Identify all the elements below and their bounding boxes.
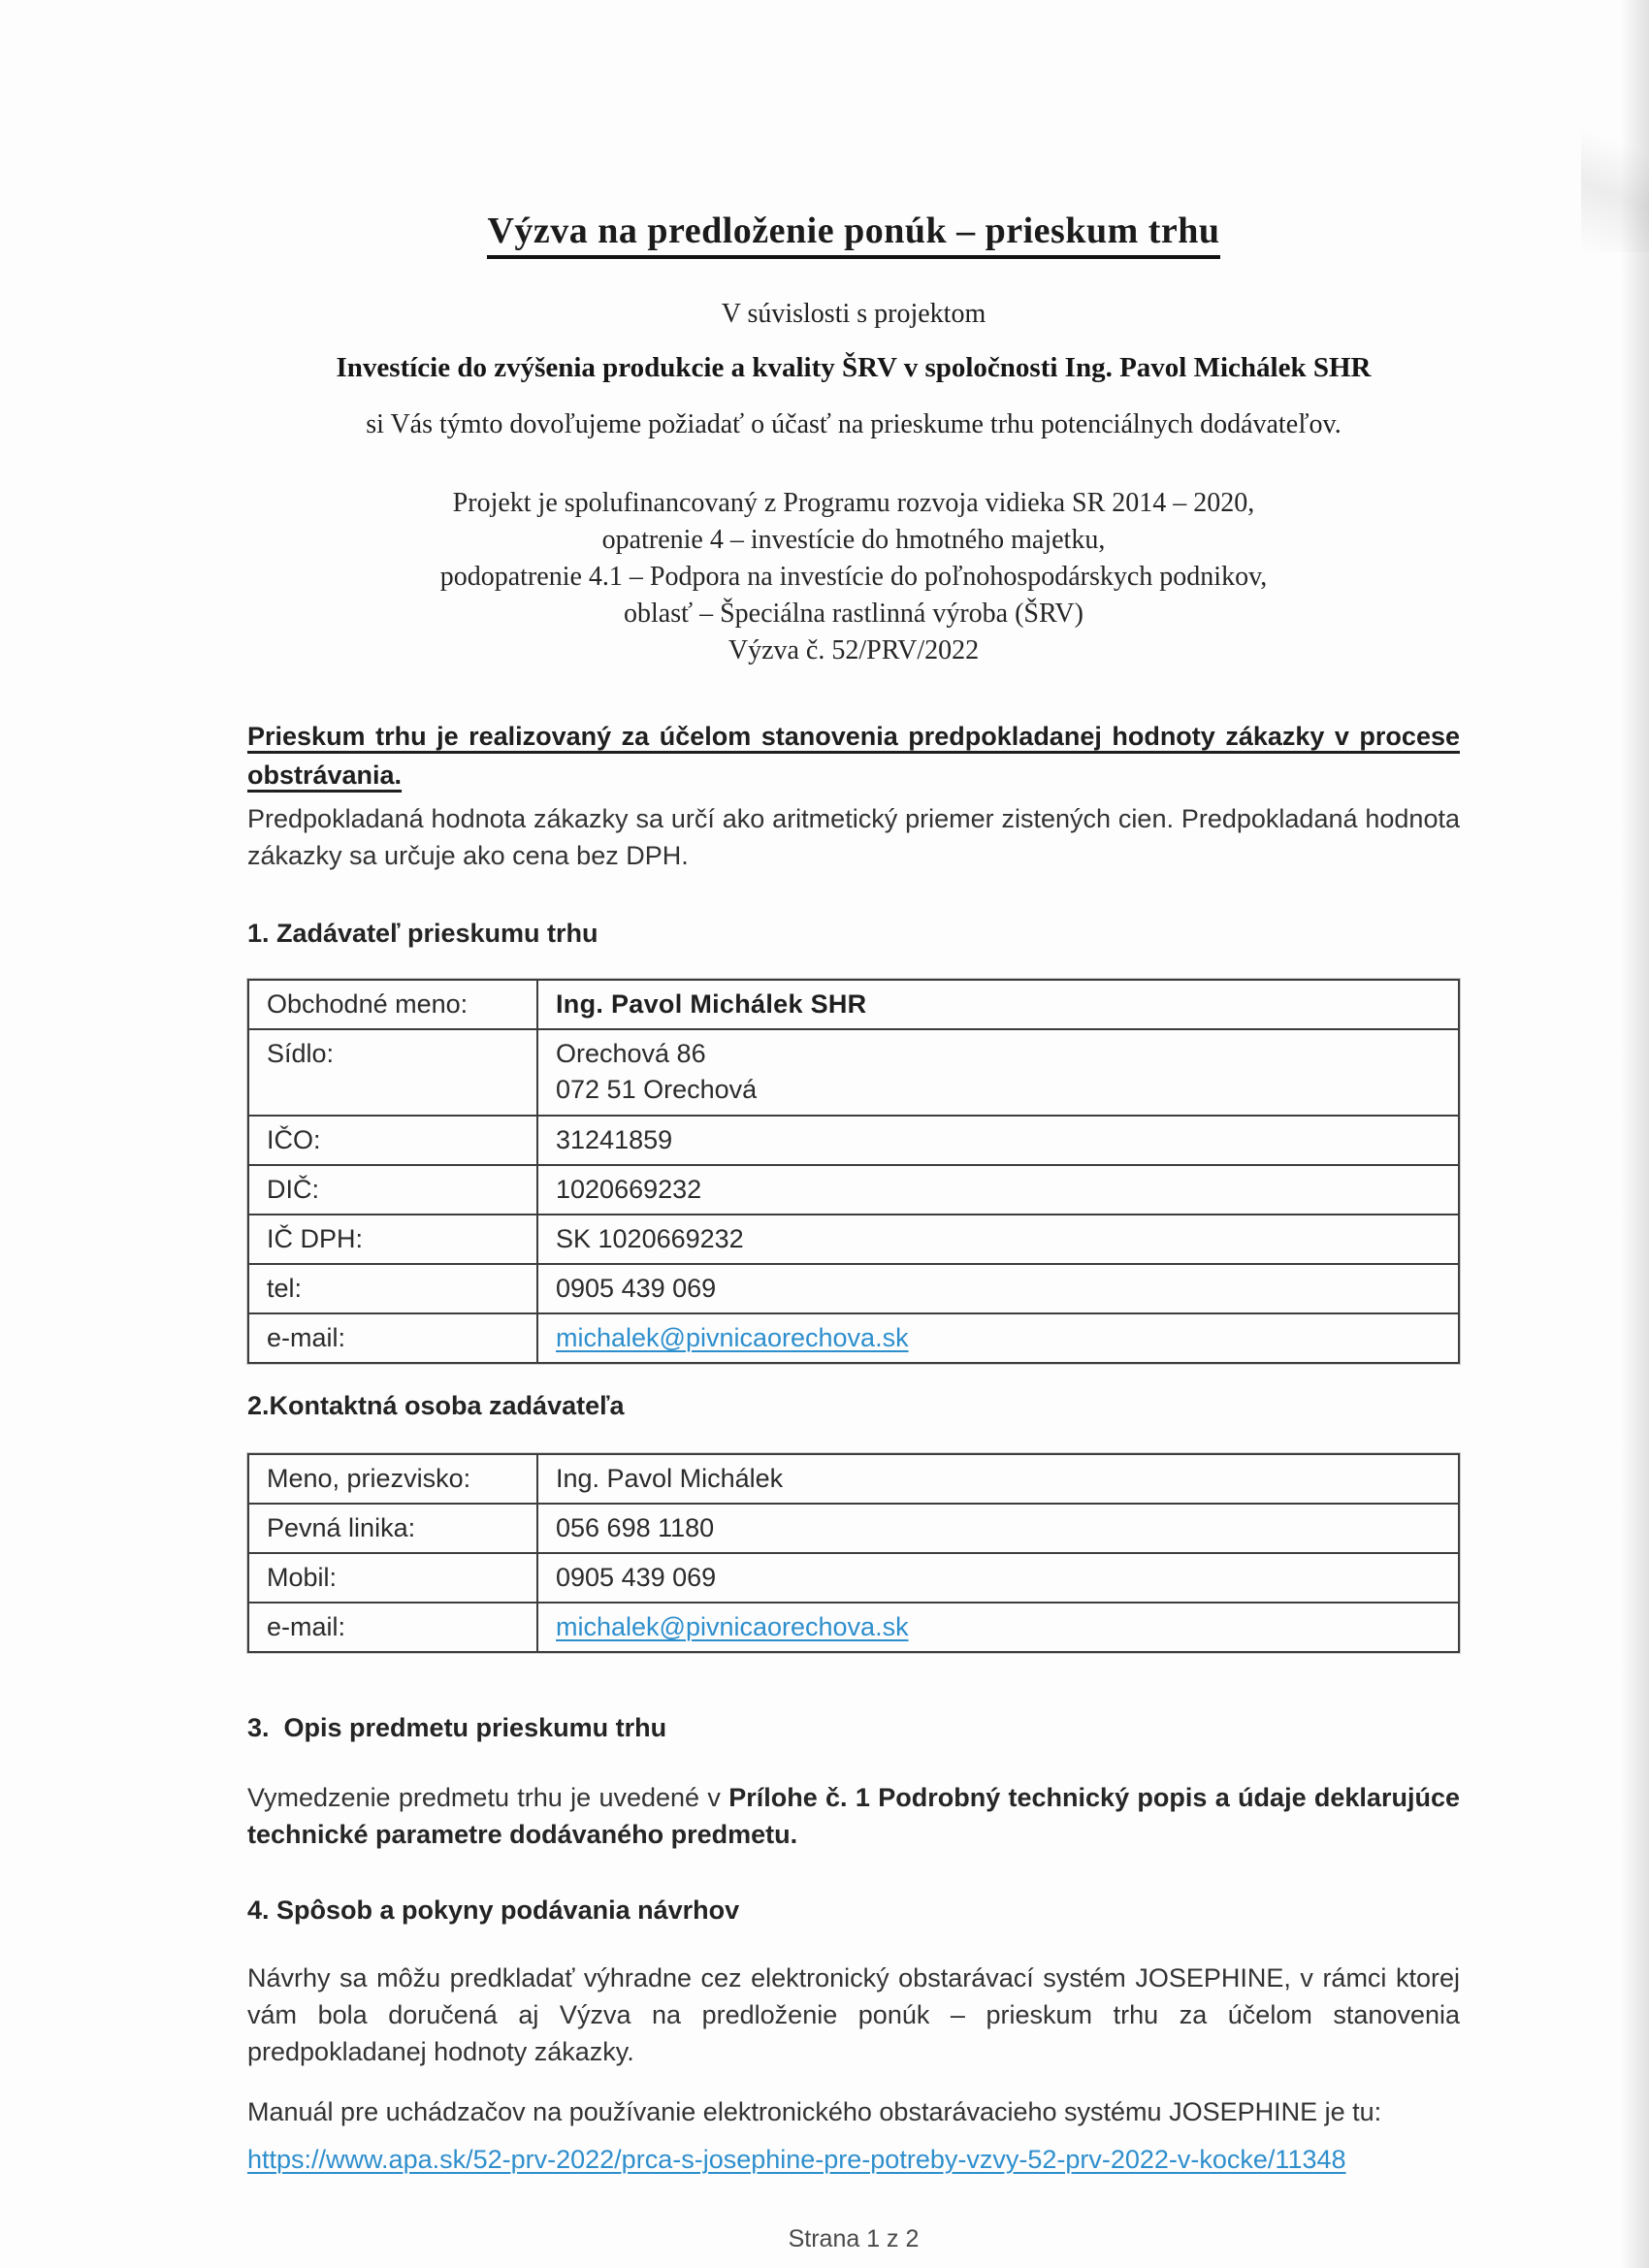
table-row: [248, 1029, 1459, 1116]
financing-line: Výzva č. 52/PRV/2022: [728, 635, 980, 665]
field-value: SK 1020669232: [537, 1215, 1459, 1264]
page-number-footer: Strana 1 z 2: [788, 2225, 920, 2252]
request-line: si Vás týmto dovoľujeme požiadať o účasť na prieskume trhu potenciálnych dodávateľov.: [366, 409, 1342, 439]
manual-url-row: [247, 2142, 1460, 2177]
financing-line: Projekt je spolufinancovaný z Programu rozvoja vidieka SR 2014 – 2020,: [452, 488, 1255, 518]
field-label: e-mail:: [248, 1313, 537, 1363]
field-label: DIČ:: [248, 1165, 537, 1215]
table-row: [248, 1504, 1459, 1553]
email-link[interactable]: michalek@pivnicaorechova.sk: [556, 1612, 909, 1641]
email-link[interactable]: michalek@pivnicaorechova.sk: [556, 1323, 909, 1352]
table-row: [248, 1454, 1459, 1504]
field-label: Obchodné meno:: [248, 980, 537, 1029]
field-value: 056 698 1180: [537, 1504, 1459, 1553]
field-label: Meno, priezvisko:: [248, 1454, 537, 1504]
table-row: [248, 1553, 1459, 1603]
financing-line: oblasť – Špeciálna rastlinná výroba (ŠRV): [624, 599, 1083, 629]
address-line-1: Orechová 86: [556, 1039, 706, 1068]
table-row: [248, 980, 1459, 1029]
table-row: [248, 1264, 1459, 1313]
financing-line: opatrenie 4 – investície do hmotného majetku,: [601, 525, 1106, 555]
field-label: Mobil:: [248, 1553, 537, 1603]
intro-line: V súvislosti s projektom: [721, 299, 986, 329]
paragraph-text: Vymedzenie predmetu trhu je uvedené v: [247, 1783, 729, 1812]
manual-line: Manuál pre uchádzačov na používanie elektronického obstarávacieho systému JOSEPHINE je tu:: [247, 2097, 1382, 2126]
project-name: Investície do zvýšenia produkcie a kvality ŠRV v spoločnosti Ing. Pavol Michálek SHR: [336, 352, 1372, 383]
paragraph-bold-text: Prílohe č. 1 Podrobný technický popis a údaje deklarujúce technické parametre dodávaného predmetu.: [247, 1783, 1460, 1849]
section-3-paragraph: [247, 1779, 1460, 1853]
document-title: Výzva na predloženie ponúk – prieskum trhu: [487, 210, 1219, 259]
section-2-heading: 2.Kontaktná osoba zadávateľa: [247, 1391, 625, 1420]
table-row: [248, 1313, 1459, 1363]
table-row: [248, 1215, 1459, 1264]
table-row: [248, 1116, 1459, 1165]
field-label: Sídlo:: [248, 1029, 537, 1116]
field-value: 1020669232: [537, 1165, 1459, 1215]
financing-line: podopatrenie 4.1 – Podpora na investície do poľnohospodárskych podnikov,: [439, 562, 1268, 592]
section-3-heading: 3. Opis predmetu prieskumu trhu: [247, 1713, 667, 1742]
field-value: Ing. Pavol Michálek SHR: [537, 980, 1459, 1029]
field-value: Ing. Pavol Michálek: [537, 1454, 1459, 1504]
document-title-row: [247, 0, 1460, 259]
field-label: tel:: [248, 1264, 537, 1313]
table-row: [248, 1165, 1459, 1215]
purpose-heading: Prieskum trhu je realizovaný za účelom stanovenia predpokladanej hodnoty zákazky v procese obstrávania.: [247, 722, 1460, 790]
table-row: [248, 1603, 1459, 1652]
field-label: e-mail:: [248, 1603, 537, 1652]
field-value: 0905 439 069: [537, 1264, 1459, 1313]
field-value: [537, 1603, 1459, 1652]
field-label: IČO:: [248, 1116, 537, 1165]
field-value: [537, 1029, 1459, 1116]
manual-url-link[interactable]: https://www.apa.sk/52-prv-2022/prca-s-josephine-pre-potreby-vzvy-52-prv-2022-v-kocke/11348: [247, 2145, 1346, 2174]
field-value: [537, 1313, 1459, 1363]
field-label: Pevná linika:: [248, 1504, 537, 1553]
address-line-2: 072 51 Orechová: [556, 1075, 758, 1104]
kontakt-table: [247, 1453, 1460, 1653]
zadavatel-table: [247, 979, 1460, 1364]
section-4-paragraph: Návrhy sa môžu predkladať výhradne cez elektronický obstarávací systém JOSEPHINE, v rámci ktorej vám bola doručená aj Výzva na predloženie ponúk – prieskum trhu za účelom stanovenia predpokladanej hodnoty zákazky.: [247, 1963, 1460, 2066]
section-4-heading: 4. Spôsob a pokyny podávania návrhov: [247, 1895, 740, 1925]
financing-block: [247, 485, 1460, 669]
purpose-body: Predpokladaná hodnota zákazky sa určí ako aritmetický priemer zistených cien. Predpokladaná hodnota zákazky sa určuje ako cena bez DPH.: [247, 804, 1460, 870]
field-label: IČ DPH:: [248, 1215, 537, 1264]
section-1-heading: 1. Zadávateľ prieskumu trhu: [247, 919, 598, 948]
field-value: 0905 439 069: [537, 1553, 1459, 1603]
field-value: 31241859: [537, 1116, 1459, 1165]
